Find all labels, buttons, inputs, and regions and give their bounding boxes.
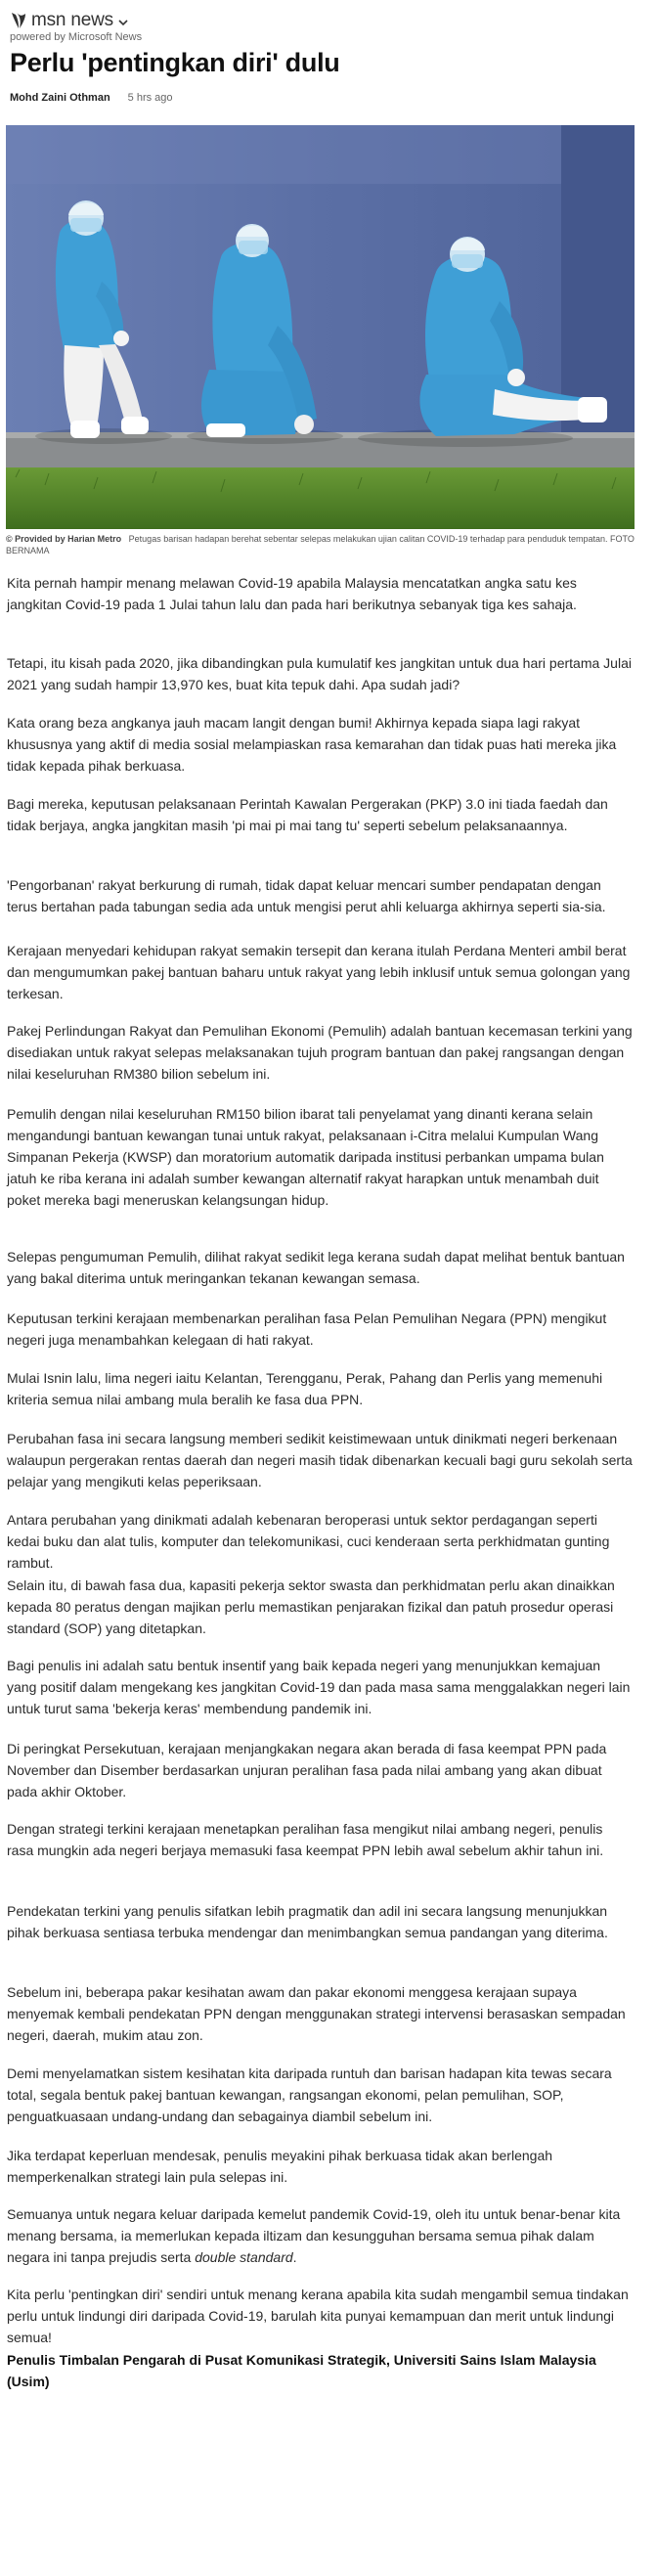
paragraph: Selepas pengumuman Pemulih, dilihat rakyat sedikit lega kerana sudah dapat melihat bentuk bantuan yang bakal diterima untuk meringankan tekanan kewangan semasa. xyxy=(7,1249,625,1286)
article-photo xyxy=(6,125,635,529)
paragraph: Jika terdapat keperluan mendesak, penulis meyakini pihak berkuasa tidak akan berlengah memperkenalkan strategi lain pula selepas ini. xyxy=(7,2148,553,2185)
paragraph: 'Pengorbanan' rakyat berkurung di rumah, tidak dapat keluar mencari sumber pendapatan dengan terus bertahan pada tabungan sedia ada untuk mengisi perut ahli keluarga akhirnya seperti sia-sia. xyxy=(7,877,606,914)
article-header xyxy=(10,10,647,104)
paragraph: Pendekatan terkini yang penulis sifatkan lebih pragmatik dan adil ini secara langsung menunjukkan pihak berkuasa sentiasa terbuka mendengar dan menimbangkan semua pandangan yang diterima. xyxy=(7,1903,608,1940)
paragraph: Tetapi, itu kisah pada 2020, jika dibandingkan pula kumulatif kes jangkitan untuk dua hari pertama Julai 2021 yang sudah hampir 13,970 kes, buat kita tepuk dahi. Apa sudah jadi? xyxy=(7,655,632,692)
emphasis-tail: . xyxy=(292,2249,297,2265)
page-title: Perlu 'pentingkan diri' dulu xyxy=(10,48,340,77)
author-footer: Penulis Timbalan Pengarah di Pusat Komunikasi Strategik, Universiti Sains Islam Malaysia (Usim) xyxy=(7,2352,596,2389)
paragraph: Sebelum ini, beberapa pakar kesihatan awam dan pakar ekonomi menggesa kerajaan supaya menyemak kembali pendekatan PPN dengan menggunakan strategi intervensi berasaskan sempadan negeri, daerah, mukim atau zon. xyxy=(7,1984,626,2043)
paragraph: Di peringkat Persekutuan, kerajaan menjangkakan negara akan berada di fasa keempat PPN pada November dan Disember berdasarkan unjuran peralihan fasa pada nilai ambang yang akan dibuat pada akhir Oktober. xyxy=(7,1741,607,1799)
powered-by: powered by Microsoft News xyxy=(10,31,143,43)
publish-time: 5 hrs ago xyxy=(127,92,173,104)
paragraph: Keputusan terkini kerajaan membenarkan peralihan fasa Pelan Pemulihan Negara (PPN) mengikut negeri juga menambahkan kelegaan di hati rakyat. xyxy=(7,1310,607,1348)
paragraph: Kita perlu 'pentingkan diri' sendiri untuk menang kerana apabila kita sudah mengambil semua tindakan perlu untuk lindungi diri daripada Covid-19, barulah kita punyai kemampuan dan merit untuk lindungi semua! xyxy=(7,2287,629,2345)
paragraph: Pemulih dengan nilai keseluruhan RM150 bilion ibarat tali penyelamat yang dinanti kerana selain mengandungi bantuan kewangan tunai untuk rakyat, pelaksanaan i-Citra melalui Kumpulan Wang Simpanan Pekerja (KWSP) dan moratorium automatik daripada institusi perbankan umpama bulan jatuh ke riba kerana ini adalah sumber kewangan alternatif rakyat harapkan untuk menambah duit poket mereka bagi meneruskan kelangsungan hidup. xyxy=(7,1106,604,1208)
frontliners-photo-illustration xyxy=(6,125,635,529)
author-name[interactable]: Mohd Zaini Othman xyxy=(10,92,110,104)
article-meta xyxy=(10,92,647,104)
paragraph-text: Semuanya untuk negara keluar daripada kemelut pandemik Covid-19, oleh itu untuk benar-benar kita menang bersama, ia memerlukan kepada iltizam dan kesungguhan bersama semua pihak dalam negara ini tanpa prejudis serta xyxy=(7,2206,621,2265)
paragraph: Selain itu, di bawah fasa dua, kapasiti pekerja sektor swasta dan perkhidmatan perlu akan dinaikkan kepada 80 peratus dengan majikan perlu memastikan penjarakan fizikal dan patuh prosedur operasi standard (SOP) yang ditetapkan. xyxy=(7,1577,615,1636)
brand-name[interactable]: msn news xyxy=(31,10,113,30)
paragraph: Kerajaan menyedari kehidupan rakyat semakin tersepit dan kerana itulah Perdana Menteri ambil berat dan mengumumkan pakej bantuan baharu untuk rakyat yang lebih inklusif untuk semua golongan yang terkesan. xyxy=(7,943,631,1001)
paragraph: Perubahan fasa ini secara langsung memberi sedikit keistimewaan untuk dinikmati negeri berkenaan walaupun pergerakan rentas daerah dan negeri masih tidak dibenarkan kecuali bagi guru sekolah serta pelajar yang mengikuti kelas peperiksaan. xyxy=(7,1431,633,1489)
chevron-down-icon[interactable] xyxy=(118,19,128,26)
paragraph: Pakej Perlindungan Rakyat dan Pemulihan Ekonomi (Pemulih) adalah bantuan kecemasan terkini yang disediakan untuk rakyat selepas melaksanakan tujuh program bantuan dan pakej rangsangan dengan nilai keseluruhan RM380 bilion sebelum ini. xyxy=(7,1023,633,1082)
photo-provider: © Provided by Harian Metro xyxy=(6,534,122,544)
brand-bar[interactable] xyxy=(10,10,647,31)
paragraph: Kita pernah hampir menang melawan Covid-19 apabila Malaysia mencatatkan angka satu kes jangkitan Covid-19 pada 1 Julai tahun lalu dan pada hari berikutnya sebanyak tiga kes sahaja. xyxy=(7,575,577,612)
paragraph: Dengan strategi terkini kerajaan menetapkan peralihan fasa mengikut nilai ambang negeri, penulis rasa mungkin ada negeri berjaya memasuki fasa keempat PPN lebih awal sebelum akhir tahun ini. xyxy=(7,1821,604,1858)
paragraph: Demi menyelamatkan sistem kesihatan kita daripada runtuh dan barisan hadapan kita tewas secara total, segala bentuk pakej bantuan kewangan, rangsangan ekonomi, pelan pemulihan, SOP, penguatkuasaan undang-undang dan sebagainya diambil sebelum ini. xyxy=(7,2065,612,2124)
paragraph: Mulai Isnin lalu, lima negeri iaitu Kelantan, Terengganu, Perak, Pahang dan Perlis yang memenuhi kriteria semua nilai ambang mula beralih ke fasa dua PPN. xyxy=(7,1370,603,1407)
msn-butterfly-icon[interactable] xyxy=(10,11,27,30)
paragraph-emphasis xyxy=(7,2203,633,2268)
emphasis-text: double standard xyxy=(195,2249,293,2265)
photo-caption-text: Petugas barisan hadapan berehat sebentar selepas melakukan ujian calitan COVID-19 terhadap para penduduk tempatan. FOTO BERNAMA xyxy=(6,534,635,555)
photo-caption xyxy=(6,533,635,556)
paragraph: Antara perubahan yang dinikmati adalah kebenaran beroperasi untuk sektor perdagangan seperti kedai buku dan alat tulis, komputer dan telekomunikasi, cuci kenderaan serta perkhidmatan gunting rambut. xyxy=(7,1512,610,1571)
paragraph: Kata orang beza angkanya jauh macam langit dengan bumi! Akhirnya kepada siapa lagi rakyat khususnya yang aktif di media sosial melampiaskan rasa kemarahan dan tidak puas hati mereka jika tidak kepada pihak berkuasa. xyxy=(7,715,617,774)
paragraph: Bagi mereka, keputusan pelaksanaan Perintah Kawalan Pergerakan (PKP) 3.0 ini tiada faedah dan tidak berjaya, angka jangkitan masih 'pi mai pi mai tang tu' seperti sebelum pelaksanaannya. xyxy=(7,796,608,833)
paragraph: Bagi penulis ini adalah satu bentuk insentif yang baik kepada negeri yang menunjukkan kemajuan yang positif dalam mengekang kes jangkitan Covid-19 dan pada masa sama menggalakkan negeri lain untuk turut sama 'bekerja keras' membendung pandemik ini. xyxy=(7,1658,631,1716)
